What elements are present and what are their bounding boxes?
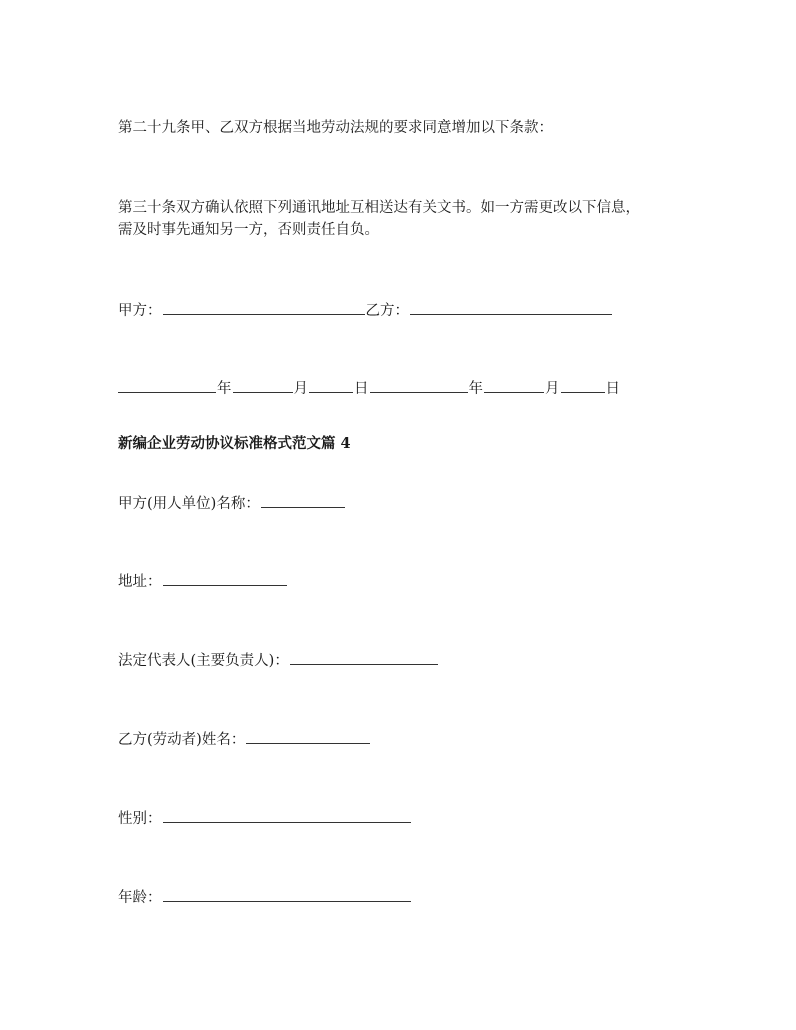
clause-29-text: 第二十九条甲、乙双方根据当地劳动法规的要求同意增加以下条款：	[118, 120, 553, 136]
employee-name-label: 乙方(劳动者)姓名：	[118, 732, 246, 748]
clause-30-text-2: 需及时事先通知另一方，否则责任自负。	[118, 222, 379, 238]
party-a-label: 甲方：	[118, 303, 162, 319]
address-blank[interactable]	[163, 571, 287, 586]
signature-dates-row	[118, 378, 620, 399]
party-b-year-label: 年	[468, 381, 483, 397]
age-label: 年龄：	[118, 890, 162, 906]
party-b-blank[interactable]	[410, 300, 612, 315]
party-a-year-label: 年	[217, 381, 232, 397]
section-heading	[118, 434, 351, 454]
address-row	[118, 571, 288, 592]
party-a-blank[interactable]	[163, 300, 365, 315]
party-a-day-blank[interactable]	[309, 378, 353, 393]
address-label: 地址：	[118, 574, 162, 590]
legal-rep-label: 法定代表人(主要负责人)：	[118, 653, 289, 669]
employer-name-label: 甲方(用人单位)名称：	[118, 496, 260, 512]
employee-name-row	[118, 729, 371, 750]
party-b-month-blank[interactable]	[484, 378, 544, 393]
party-b-day-label: 日	[605, 381, 620, 397]
employer-name-blank[interactable]	[261, 493, 345, 508]
clause-30-text-1: 第三十条双方确认依照下列通讯地址互相送达有关文书。如一方需更改以下信息，	[118, 200, 640, 216]
section-title: 新编企业劳动协议标准格式范文篇 4	[118, 435, 351, 452]
clause-30-line-2	[118, 220, 379, 240]
party-b-label: 乙方：	[365, 303, 409, 319]
employee-name-blank[interactable]	[246, 729, 370, 744]
party-b-month-label: 月	[545, 381, 560, 397]
gender-blank[interactable]	[163, 808, 411, 823]
gender-row	[118, 808, 412, 829]
party-b-year-blank[interactable]	[370, 378, 468, 393]
party-a-day-label: 日	[354, 381, 369, 397]
gender-label: 性别：	[118, 811, 162, 827]
party-a-month-label: 月	[293, 381, 308, 397]
party-a-year-blank[interactable]	[118, 378, 216, 393]
legal-rep-blank[interactable]	[290, 650, 438, 665]
party-b-day-blank[interactable]	[561, 378, 605, 393]
clause-29	[118, 118, 553, 138]
age-blank[interactable]	[163, 887, 411, 902]
age-row	[118, 887, 412, 908]
legal-rep-row	[118, 650, 439, 671]
clause-30-line-1	[118, 198, 640, 218]
signature-parties-row	[118, 300, 613, 321]
employer-name-row	[118, 493, 346, 514]
party-a-month-blank[interactable]	[233, 378, 293, 393]
